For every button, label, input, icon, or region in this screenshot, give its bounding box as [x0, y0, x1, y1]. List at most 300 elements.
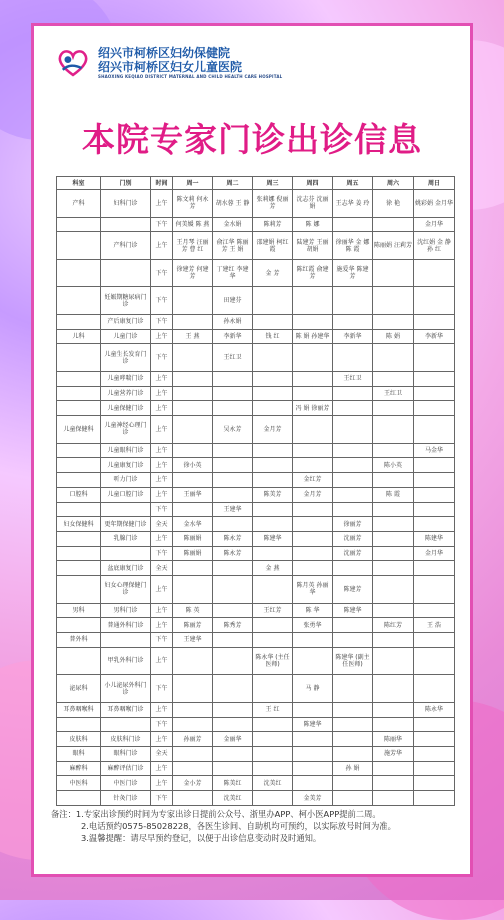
table-cell	[253, 675, 293, 703]
table-cell: 男科门诊	[101, 603, 151, 618]
hospital-header	[56, 46, 282, 80]
table-cell	[253, 618, 293, 633]
table-cell: 徐丽芳	[333, 517, 373, 532]
table-cell	[173, 473, 213, 488]
table-cell	[373, 633, 414, 648]
table-cell: 上午	[151, 531, 173, 546]
table-cell	[57, 531, 101, 546]
table-row	[57, 618, 455, 633]
table-cell: 陈丽娟	[173, 546, 213, 561]
header-clinic: 门别	[101, 177, 151, 190]
table-row	[57, 401, 455, 416]
header-sat: 周六	[373, 177, 414, 190]
table-cell: 上午	[151, 761, 173, 776]
table-cell: 王丽华	[173, 487, 213, 502]
table-cell: 盆底康复门诊	[101, 561, 151, 576]
table-cell	[57, 287, 101, 315]
table-cell: 沈志芬 沈丽娟	[293, 190, 333, 218]
table-cell: 张勇华	[293, 618, 333, 633]
table-cell	[173, 502, 213, 517]
table-cell: 儿童口腔门诊	[101, 487, 151, 502]
table-cell	[373, 315, 414, 330]
table-cell: 上午	[151, 458, 173, 473]
table-cell	[373, 502, 414, 517]
table-cell	[213, 603, 253, 618]
table-cell: 金水华	[173, 517, 213, 532]
table-cell: 上午	[151, 776, 173, 791]
table-cell	[173, 561, 213, 576]
table-cell: 上午	[151, 372, 173, 387]
table-cell	[57, 791, 101, 806]
table-cell: 中医科	[57, 776, 101, 791]
table-row	[57, 761, 455, 776]
table-row	[57, 232, 455, 260]
table-cell: 王志华 姜 玲	[333, 190, 373, 218]
table-cell	[373, 561, 414, 576]
table-cell	[57, 473, 101, 488]
table-cell: 陈 华	[293, 603, 333, 618]
table-cell	[414, 791, 455, 806]
table-cell: 陈 英	[173, 603, 213, 618]
table-cell	[253, 386, 293, 401]
table-cell	[173, 372, 213, 387]
table-cell	[373, 576, 414, 604]
table-cell	[253, 502, 293, 517]
table-cell	[373, 344, 414, 372]
table-row	[57, 315, 455, 330]
table-cell: 李新华	[414, 329, 455, 344]
table-cell	[414, 416, 455, 444]
table-cell	[213, 561, 253, 576]
table-cell: 下午	[151, 217, 173, 232]
table-cell	[213, 401, 253, 416]
table-row	[57, 603, 455, 618]
table-cell	[414, 487, 455, 502]
table-cell	[414, 386, 455, 401]
table-row	[57, 717, 455, 732]
header-dept: 科室	[57, 177, 101, 190]
table-row	[57, 329, 455, 344]
table-row	[57, 517, 455, 532]
table-cell: 金丽华	[213, 732, 253, 747]
table-cell	[333, 732, 373, 747]
table-cell	[253, 746, 293, 761]
table-cell: 金月芳	[253, 416, 293, 444]
table-cell	[333, 702, 373, 717]
table-row	[57, 443, 455, 458]
table-cell: 陈建华	[293, 717, 333, 732]
table-cell	[333, 443, 373, 458]
table-cell	[253, 401, 293, 416]
notes-line-2: 2.电话预约0575-85028228，各医生诊间、自助机均可预约，以实际放号时间为准。	[81, 821, 396, 831]
table-cell: 儿童营养门诊	[101, 386, 151, 401]
hospital-logo-icon	[56, 46, 90, 80]
table-cell: 上午	[151, 401, 173, 416]
table-cell	[213, 386, 253, 401]
table-cell: 金红芳	[293, 473, 333, 488]
table-cell	[253, 473, 293, 488]
table-cell	[373, 791, 414, 806]
table-cell	[333, 487, 373, 502]
table-cell	[213, 746, 253, 761]
table-cell	[173, 791, 213, 806]
table-cell: 泌尿科	[57, 675, 101, 703]
table-cell: 下午	[151, 502, 173, 517]
table-cell: 王月琴 汪丽芳 曹 红	[173, 232, 213, 260]
table-cell	[333, 287, 373, 315]
header-thu: 周四	[293, 177, 333, 190]
table-cell	[414, 458, 455, 473]
table-cell	[213, 487, 253, 502]
notes-line-3: 3.温馨提醒：请尽早预约登记，以便于出诊信息变动时及时通知。	[81, 833, 322, 843]
table-cell	[293, 633, 333, 648]
table-cell	[293, 386, 333, 401]
notes-label: 备注：	[51, 809, 76, 819]
table-cell: 吴永芳	[213, 416, 253, 444]
table-cell: 王建华	[173, 633, 213, 648]
table-cell	[173, 647, 213, 675]
table-row	[57, 561, 455, 576]
table-cell: 陈美红	[213, 776, 253, 791]
table-cell	[373, 761, 414, 776]
table-cell: 针灸门诊	[101, 791, 151, 806]
table-row	[57, 647, 455, 675]
table-cell: 耳鼻咽喉门诊	[101, 702, 151, 717]
table-cell: 陈美芳	[253, 487, 293, 502]
table-cell	[373, 675, 414, 703]
table-cell	[213, 576, 253, 604]
table-cell	[414, 561, 455, 576]
notes	[51, 808, 471, 844]
table-cell: 陈 霞	[373, 487, 414, 502]
table-cell: 产科	[57, 190, 101, 218]
table-cell	[414, 517, 455, 532]
table-row	[57, 287, 455, 315]
table-cell: 李新华	[333, 329, 373, 344]
table-cell: 上午	[151, 647, 173, 675]
table-cell	[373, 517, 414, 532]
table-cell: 下午	[151, 287, 173, 315]
table-cell	[253, 344, 293, 372]
table-cell	[373, 259, 414, 287]
table-cell: 上午	[151, 603, 173, 618]
table-cell	[293, 416, 333, 444]
table-cell: 徐丽华 金 娜 陈 霞	[333, 232, 373, 260]
page-title: 本院专家门诊出诊信息	[82, 120, 422, 159]
table-cell	[373, 473, 414, 488]
table-cell: 下午	[151, 546, 173, 561]
table-cell: 孙 娟	[333, 761, 373, 776]
table-cell	[293, 546, 333, 561]
table-cell	[57, 401, 101, 416]
table-cell	[173, 344, 213, 372]
table-cell	[293, 761, 333, 776]
table-cell: 上午	[151, 487, 173, 502]
table-cell	[373, 372, 414, 387]
table-cell: 皮肤科	[57, 732, 101, 747]
table-cell	[293, 732, 333, 747]
table-cell: 沈美红	[253, 776, 293, 791]
table-cell: 陈永华 (主任医师)	[253, 647, 293, 675]
table-cell	[101, 259, 151, 287]
table-row	[57, 732, 455, 747]
table-row	[57, 190, 455, 218]
table-cell	[333, 458, 373, 473]
table-cell	[333, 473, 373, 488]
table-cell: 上午	[151, 386, 173, 401]
table-cell	[414, 473, 455, 488]
table-cell	[293, 561, 333, 576]
table-cell: 下午	[151, 344, 173, 372]
table-cell: 妇科门诊	[101, 190, 151, 218]
table-cell: 上午	[151, 618, 173, 633]
table-cell: 上午	[151, 416, 173, 444]
table-cell	[101, 717, 151, 732]
header-sun: 周日	[414, 177, 455, 190]
table-cell	[373, 217, 414, 232]
table-cell	[373, 702, 414, 717]
table-cell	[333, 401, 373, 416]
table-cell	[293, 702, 333, 717]
table-cell: 耳鼻咽喉科	[57, 702, 101, 717]
table-cell: 陈建华	[414, 531, 455, 546]
table-cell: 王红卫	[333, 372, 373, 387]
table-cell: 陈永芳	[213, 546, 253, 561]
table-cell	[414, 647, 455, 675]
table-cell: 徐 艳	[373, 190, 414, 218]
table-cell: 金水娟	[213, 217, 253, 232]
table-cell	[373, 287, 414, 315]
table-cell	[213, 633, 253, 648]
table-cell	[414, 287, 455, 315]
table-cell	[173, 443, 213, 458]
table-cell: 听力门诊	[101, 473, 151, 488]
table-cell: 胡水蓉 王 静	[213, 190, 253, 218]
table-cell	[253, 546, 293, 561]
table-cell: 陈建华	[253, 531, 293, 546]
table-cell	[414, 576, 455, 604]
table-cell: 孙永娟	[213, 315, 253, 330]
table-cell	[173, 702, 213, 717]
table-cell: 下午	[151, 717, 173, 732]
table-cell: 金月华	[414, 546, 455, 561]
table-row	[57, 702, 455, 717]
table-cell	[173, 287, 213, 315]
table-cell	[173, 386, 213, 401]
table-cell	[213, 443, 253, 458]
table-cell: 丁建红 李建华	[213, 259, 253, 287]
header-mon: 周一	[173, 177, 213, 190]
table-row	[57, 386, 455, 401]
table-cell: 邵建娟 柯红霞	[253, 232, 293, 260]
table-cell	[253, 372, 293, 387]
table-cell: 上午	[151, 232, 173, 260]
header-time: 时间	[151, 177, 173, 190]
schedule-table	[56, 176, 455, 806]
table-cell	[333, 717, 373, 732]
table-cell	[414, 675, 455, 703]
table-cell: 儿童哮喘门诊	[101, 372, 151, 387]
table-cell: 陈 娟	[373, 329, 414, 344]
table-cell	[253, 315, 293, 330]
table-cell: 儿童神经心理门诊	[101, 416, 151, 444]
table-cell: 陆建芳 王丽 胡娟	[293, 232, 333, 260]
table-row	[57, 458, 455, 473]
table-cell: 施芳华	[373, 746, 414, 761]
table-cell: 男科	[57, 603, 101, 618]
table-cell	[213, 458, 253, 473]
table-cell: 金美芳	[293, 791, 333, 806]
table-cell	[57, 561, 101, 576]
table-cell: 王红卫	[213, 344, 253, 372]
table-cell: 儿童门诊	[101, 329, 151, 344]
table-cell	[57, 386, 101, 401]
table-cell: 陈小英	[373, 458, 414, 473]
table-cell	[173, 401, 213, 416]
table-cell	[414, 344, 455, 372]
table-row	[57, 791, 455, 806]
table-cell: 陈红霞 俞建芳	[293, 259, 333, 287]
table-cell	[333, 618, 373, 633]
poster-card	[31, 23, 473, 877]
table-cell: 上午	[151, 702, 173, 717]
table-cell: 沈红娟 金 静 孙 红	[414, 232, 455, 260]
table-row	[57, 675, 455, 703]
hospital-name	[98, 46, 282, 80]
table-cell	[213, 372, 253, 387]
table-cell: 儿童康复门诊	[101, 458, 151, 473]
table-cell	[333, 561, 373, 576]
table-cell: 徐小英	[173, 458, 213, 473]
table-cell: 儿童生长发育门诊	[101, 344, 151, 372]
table-cell: 下午	[151, 315, 173, 330]
table-cell	[333, 315, 373, 330]
table-cell: 陈 娜	[293, 217, 333, 232]
hospital-name-line2: 绍兴市柯桥区妇女儿童医院	[98, 60, 243, 74]
table-cell	[293, 517, 333, 532]
table-cell	[293, 746, 333, 761]
table-cell: 普通外科门诊	[101, 618, 151, 633]
table-cell: 陈丽华	[373, 732, 414, 747]
table-cell	[253, 761, 293, 776]
table-cell	[373, 416, 414, 444]
table-cell: 陈丽娟	[173, 531, 213, 546]
table-cell: 陈文莉 何永芳	[173, 190, 213, 218]
table-cell	[373, 717, 414, 732]
table-cell: 王 燕	[173, 329, 213, 344]
table-cell	[57, 372, 101, 387]
table-cell	[333, 776, 373, 791]
table-row	[57, 531, 455, 546]
table-cell	[57, 232, 101, 260]
table-row	[57, 344, 455, 372]
table-cell	[253, 717, 293, 732]
table-cell	[213, 473, 253, 488]
table-cell: 俞江华 陈丽芳 王 娟	[213, 232, 253, 260]
table-cell: 沈丽芳	[333, 531, 373, 546]
table-row	[57, 633, 455, 648]
table-cell: 下午	[151, 675, 173, 703]
table-cell: 下午	[151, 791, 173, 806]
table-cell: 妇女保健科	[57, 517, 101, 532]
table-cell	[414, 372, 455, 387]
table-cell	[57, 443, 101, 458]
table-cell	[57, 259, 101, 287]
table-cell	[253, 732, 293, 747]
table-cell	[333, 416, 373, 444]
table-cell: 上午	[151, 190, 173, 218]
table-cell	[213, 702, 253, 717]
table-cell	[57, 344, 101, 372]
table-cell	[414, 603, 455, 618]
table-cell	[173, 746, 213, 761]
table-cell: 孙丽芳	[173, 732, 213, 747]
table-cell: 陈秀芳	[213, 618, 253, 633]
table-cell	[293, 372, 333, 387]
table-cell: 儿科	[57, 329, 101, 344]
table-cell	[253, 576, 293, 604]
table-cell	[57, 315, 101, 330]
table-cell	[414, 732, 455, 747]
table-cell: 冯 娟 徐丽芳	[293, 401, 333, 416]
table-cell: 田建芬	[213, 287, 253, 315]
table-cell: 中医门诊	[101, 776, 151, 791]
schedule-table-wrap	[56, 176, 454, 806]
table-cell	[253, 517, 293, 532]
table-cell	[293, 531, 333, 546]
table-cell: 甲乳外科门诊	[101, 647, 151, 675]
table-cell	[101, 546, 151, 561]
table-cell: 陈永芳	[213, 531, 253, 546]
table-cell	[414, 717, 455, 732]
table-cell	[57, 576, 101, 604]
table-cell: 张莉娜 倪丽芳	[253, 190, 293, 218]
table-cell	[293, 315, 333, 330]
table-cell: 产科门诊	[101, 232, 151, 260]
table-cell: 儿童保健科	[57, 416, 101, 444]
table-cell: 金小芳	[173, 776, 213, 791]
table-cell: 上午	[151, 473, 173, 488]
table-cell: 小儿泌尿外科门诊	[101, 675, 151, 703]
table-cell	[253, 287, 293, 315]
table-row	[57, 746, 455, 761]
table-cell	[57, 458, 101, 473]
table-cell: 陈丽芳	[173, 618, 213, 633]
table-cell	[213, 675, 253, 703]
table-cell: 马金华	[414, 443, 455, 458]
table-row	[57, 217, 455, 232]
table-cell	[101, 633, 151, 648]
table-cell: 陈建华 (副主任医师)	[333, 647, 373, 675]
table-row	[57, 416, 455, 444]
table-cell: 王建华	[213, 502, 253, 517]
table-cell	[373, 443, 414, 458]
table-row	[57, 546, 455, 561]
header-fri: 周五	[333, 177, 373, 190]
table-cell: 陈建华	[333, 603, 373, 618]
table-cell: 下午	[151, 633, 173, 648]
table-cell	[173, 576, 213, 604]
table-cell: 钱 红	[253, 329, 293, 344]
table-cell	[373, 647, 414, 675]
table-cell: 下午	[151, 259, 173, 287]
table-cell	[333, 502, 373, 517]
table-cell: 口腔科	[57, 487, 101, 502]
hospital-name-english: SHAOXING KEQIAO DISTRICT MATERNAL AND CHILD HEALTH CARE HOSPITAL	[98, 74, 283, 79]
table-cell: 王 浩	[414, 618, 455, 633]
table-cell: 上午	[151, 443, 173, 458]
table-cell: 姚彩娟 金月华	[414, 190, 455, 218]
